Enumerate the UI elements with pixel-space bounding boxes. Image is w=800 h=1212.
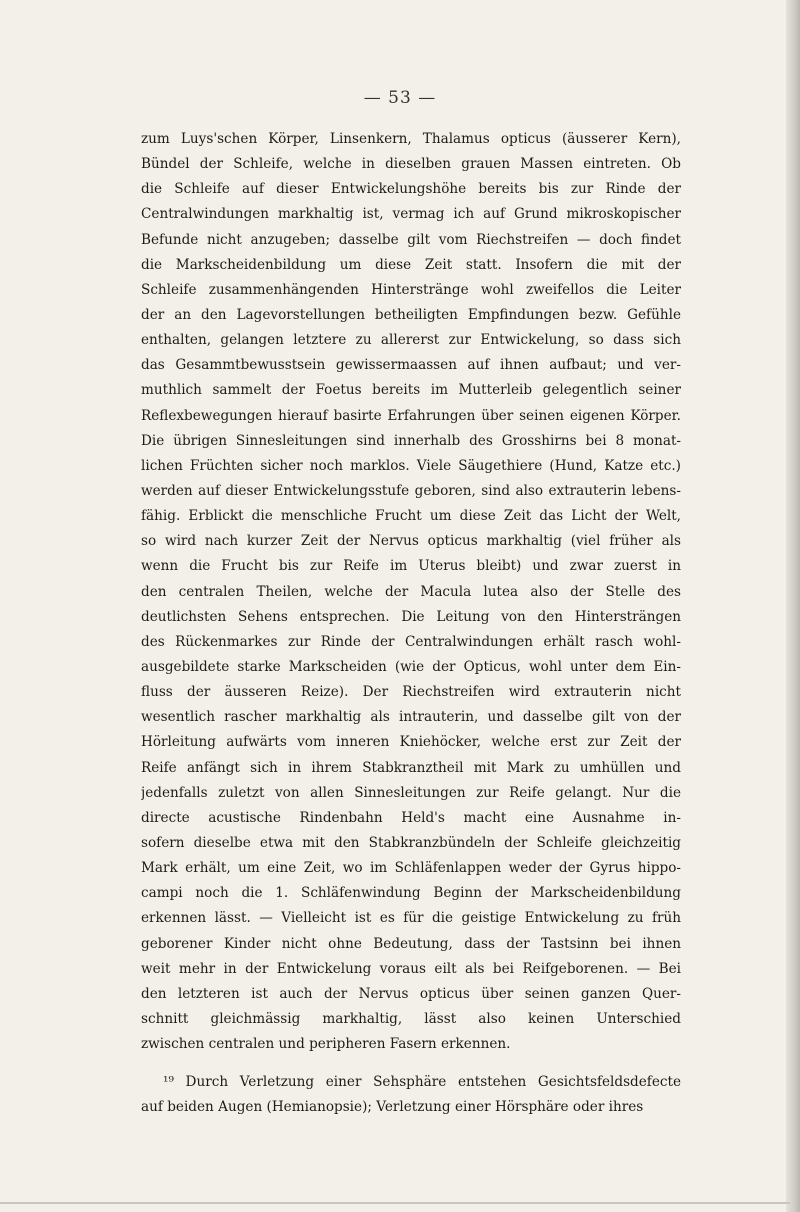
text-line: geborener Kinder nicht ohne Bedeutung, dass der Tastsinn bei ihnen xyxy=(141,935,681,952)
page-edge-shadow xyxy=(786,0,800,1212)
text-line: Bündel der Schleife, welche in dieselben grauen Massen eintreten. Ob xyxy=(141,156,681,173)
text-line: fähig. Erblickt die menschliche Frucht um diese Zeit das Licht der Welt, xyxy=(141,508,681,525)
text-line: der an den Lagevorstellungen betheiligten Empfindungen bezw. Gefühle xyxy=(141,306,681,323)
text-line: wenn die Frucht bis zur Reife im Uterus bleibt) und zwar zuerst in xyxy=(141,558,681,575)
text-line: Befunde nicht anzugeben; dasselbe gilt vom Riechstreifen — doch findet xyxy=(141,231,681,248)
text-line: zwischen centralen und peripheren Fasern erkennen. xyxy=(141,1036,511,1053)
text-line: Mark erhält, um eine Zeit, wo im Schläfenlappen weder der Gyrus hippo- xyxy=(141,860,681,877)
text-line: Die übrigen Sinnesleitungen sind innerhalb des Grosshirns bei 8 monat- xyxy=(141,432,681,449)
body-paragraph xyxy=(141,127,681,1057)
text-line: schnitt gleichmässig markhaltig, lässt also keinen Unterschied xyxy=(141,1010,681,1027)
page-number: — 53 — xyxy=(363,88,437,108)
text-line: zum Luys'schen Körper, Linsenkern, Thalamus opticus (äusserer Kern), xyxy=(141,131,681,147)
footnote-line: auf beiden Augen (Hemianopsie); Verletzung einer Hörsphäre oder ihres xyxy=(141,1099,644,1116)
text-line: ausgebildete starke Markscheiden (wie der Opticus, wohl unter dem Ein- xyxy=(141,658,681,675)
text-line: campi noch die 1. Schläfenwindung Beginn der Markscheidenbildung xyxy=(141,885,681,902)
text-line: deutlichsten Sehens entsprechen. Die Leitung von den Hintersträngen xyxy=(141,608,681,625)
text-line: den centralen Theilen, welche der Macula lutea also der Stelle des xyxy=(141,583,681,600)
text-line: werden auf dieser Entwickelungsstufe geboren, sind also extrauterin lebens- xyxy=(141,482,681,499)
text-line: fluss der äusseren Reize). Der Riechstreifen wird extrauterin nicht xyxy=(141,684,681,701)
text-line: erkennen lässt. — Vielleicht ist es für die geistige Entwickelung zu früh xyxy=(141,910,681,927)
text-line: den letzteren ist auch der Nervus opticus über seinen ganzen Quer- xyxy=(141,985,681,1002)
footnote xyxy=(141,1070,681,1120)
text-line: jedenfalls zuletzt von allen Sinnesleitungen zur Reife gelangt. Nur die xyxy=(141,784,681,801)
text-line: weit mehr in der Entwickelung voraus eilt als bei Reifgeborenen. — Bei xyxy=(141,960,681,977)
text-line: directe acustische Rindenbahn Held's macht eine Ausnahme in- xyxy=(141,809,681,826)
text-line: wesentlich rascher markhaltig als intrauterin, und dasselbe gilt von der xyxy=(141,709,681,726)
text-line: Schleife zusammenhängenden Hinterstränge wohl zweifellos die Leiter xyxy=(141,281,681,298)
text-line: Reife anfängt sich in ihrem Stabkranztheil mit Mark zu umhüllen und xyxy=(141,759,681,776)
text-line: lichen Früchten sicher noch marklos. Viele Säugethiere (Hund, Katze etc.) xyxy=(141,457,681,474)
text-line: Reflexbewegungen hierauf basirte Erfahrungen über seinen eigenen Körper. xyxy=(141,407,681,424)
bottom-edge-line xyxy=(0,1202,790,1204)
text-line: Hörleitung aufwärts vom inneren Kniehöcker, welche erst zur Zeit der xyxy=(141,734,681,751)
text-line: muthlich sammelt der Foetus bereits im Mutterleib gelegentlich seiner xyxy=(141,382,681,399)
paragraph-gap xyxy=(141,1057,681,1070)
text-line: die Markscheidenbildung um diese Zeit statt. Insofern die mit der xyxy=(141,256,681,273)
text-line: so wird nach kurzer Zeit der Nervus opticus markhaltig (viel früher als xyxy=(141,533,681,550)
text-line: das Gesammtbewusstsein gewissermaassen auf ihnen aufbaut; und ver- xyxy=(141,357,681,374)
body-text xyxy=(141,127,681,1120)
text-line: des Rückenmarkes zur Rinde der Centralwindungen erhält rasch wohl- xyxy=(141,633,681,650)
text-line: enthalten, gelangen letztere zu allererst zur Entwickelung, so dass sich xyxy=(141,332,681,349)
text-line: die Schleife auf dieser Entwickelungshöhe bereits bis zur Rinde der xyxy=(141,181,681,198)
footnote-line: ¹⁹ Durch Verletzung einer Sehsphäre entstehen Gesichtsfeldsdefecte xyxy=(163,1074,681,1091)
text-line: sofern dieselbe etwa mit den Stabkranzbündeln der Schleife gleichzeitig xyxy=(141,834,681,851)
text-line: Centralwindungen markhaltig ist, vermag ich auf Grund mikroskopischer xyxy=(141,206,681,223)
